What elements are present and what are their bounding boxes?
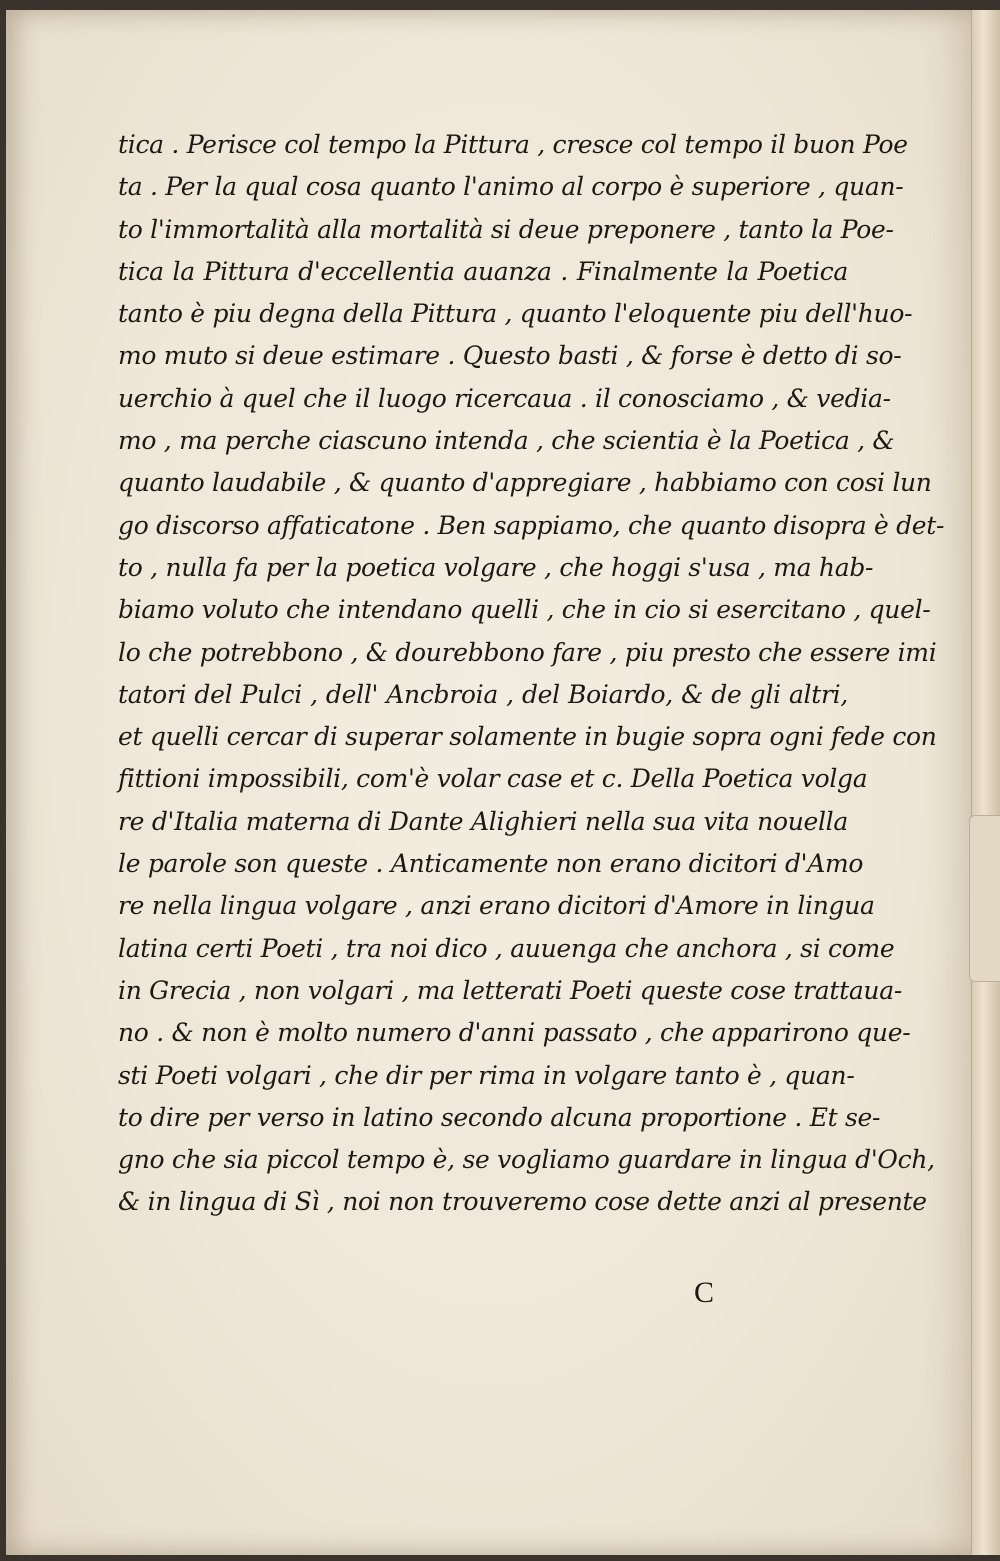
text-line: uerchio à quel che il luogo ricercaua . il conosciamo , & vedia- (118, 383, 891, 413)
text-line: & in lingua di Sì , noi non trouveremo cose dette anzi al presente (118, 1187, 927, 1217)
body-text (118, 124, 945, 1224)
signature-mark: C (694, 1276, 715, 1309)
page-tab-marker (969, 815, 1000, 982)
text-line: to , nulla fa per la poetica volgare , che hoggi s'usa , ma hab- (118, 552, 874, 582)
text-line: tatori del Pulci , dell' Ancbroia , del Boiardo, & de gli altri, (118, 679, 848, 709)
text-line: gno che sia piccol tempo è, se vogliamo guardare in lingua d'Och, (118, 1145, 935, 1175)
text-line: to dire per verso in latino secondo alcuna proportione . Et se- (118, 1102, 881, 1132)
text-line: ta . Per la qual cosa quanto l'animo al corpo è superiore , quan- (118, 172, 904, 202)
text-line: tica la Pittura d'eccellentia auanza . Finalmente la Poetica (118, 256, 848, 286)
text-line: quanto laudabile , & quanto d'appregiare , habbiamo con cosi lun (118, 468, 932, 498)
text-line: le parole son queste . Anticamente non erano dicitori d'Amo (118, 849, 864, 879)
text-line: go discorso affaticatone . Ben sappiamo, che quanto disopra è det- (118, 510, 945, 540)
text-line: latina certi Poeti , tra noi dico , auuenga che anchora , si come (118, 933, 895, 963)
text-line: sti Poeti volgari , che dir per rima in volgare tanto è , quan- (118, 1060, 855, 1090)
text-line: fittioni impossibili, com'è volar case et c. Della Poetica volga (118, 764, 868, 794)
text-line: biamo voluto che intendano quelli , che in cio si esercitano , quel- (118, 595, 931, 625)
text-line: lo che potrebbono , & dourebbono fare , piu presto che essere imi (118, 637, 937, 667)
text-line: tica . Perisce col tempo la Pittura , cresce col tempo il buon Poe (118, 130, 908, 159)
text-line: tanto è piu degna della Pittura , quanto l'eloquente piu dell'huo- (118, 299, 913, 329)
text-line: in Grecia , non volgari , ma letterati Poeti queste cose trattaua- (118, 975, 902, 1005)
text-line: mo muto si deue estimare . Questo basti , & forse è detto di so- (118, 341, 902, 371)
text-line: re nella lingua volgare , anzi erano dicitori d'Amore in lingua (118, 891, 875, 921)
page-edge (971, 10, 1000, 1555)
text-line: re d'Italia materna di Dante Alighieri nella sua vita nouella (118, 806, 848, 836)
text-line: et quelli cercar di superar solamente in bugie sopra ogni fede con (118, 722, 937, 752)
text-line: mo , ma perche ciascuno intenda , che scientia è la Poetica , & (118, 426, 895, 456)
text-line: to l'immortalità alla mortalità si deue preponere , tanto la Poe- (118, 214, 894, 244)
text-line: no . & non è molto numero d'anni passato , che apparirono que- (118, 1018, 911, 1048)
